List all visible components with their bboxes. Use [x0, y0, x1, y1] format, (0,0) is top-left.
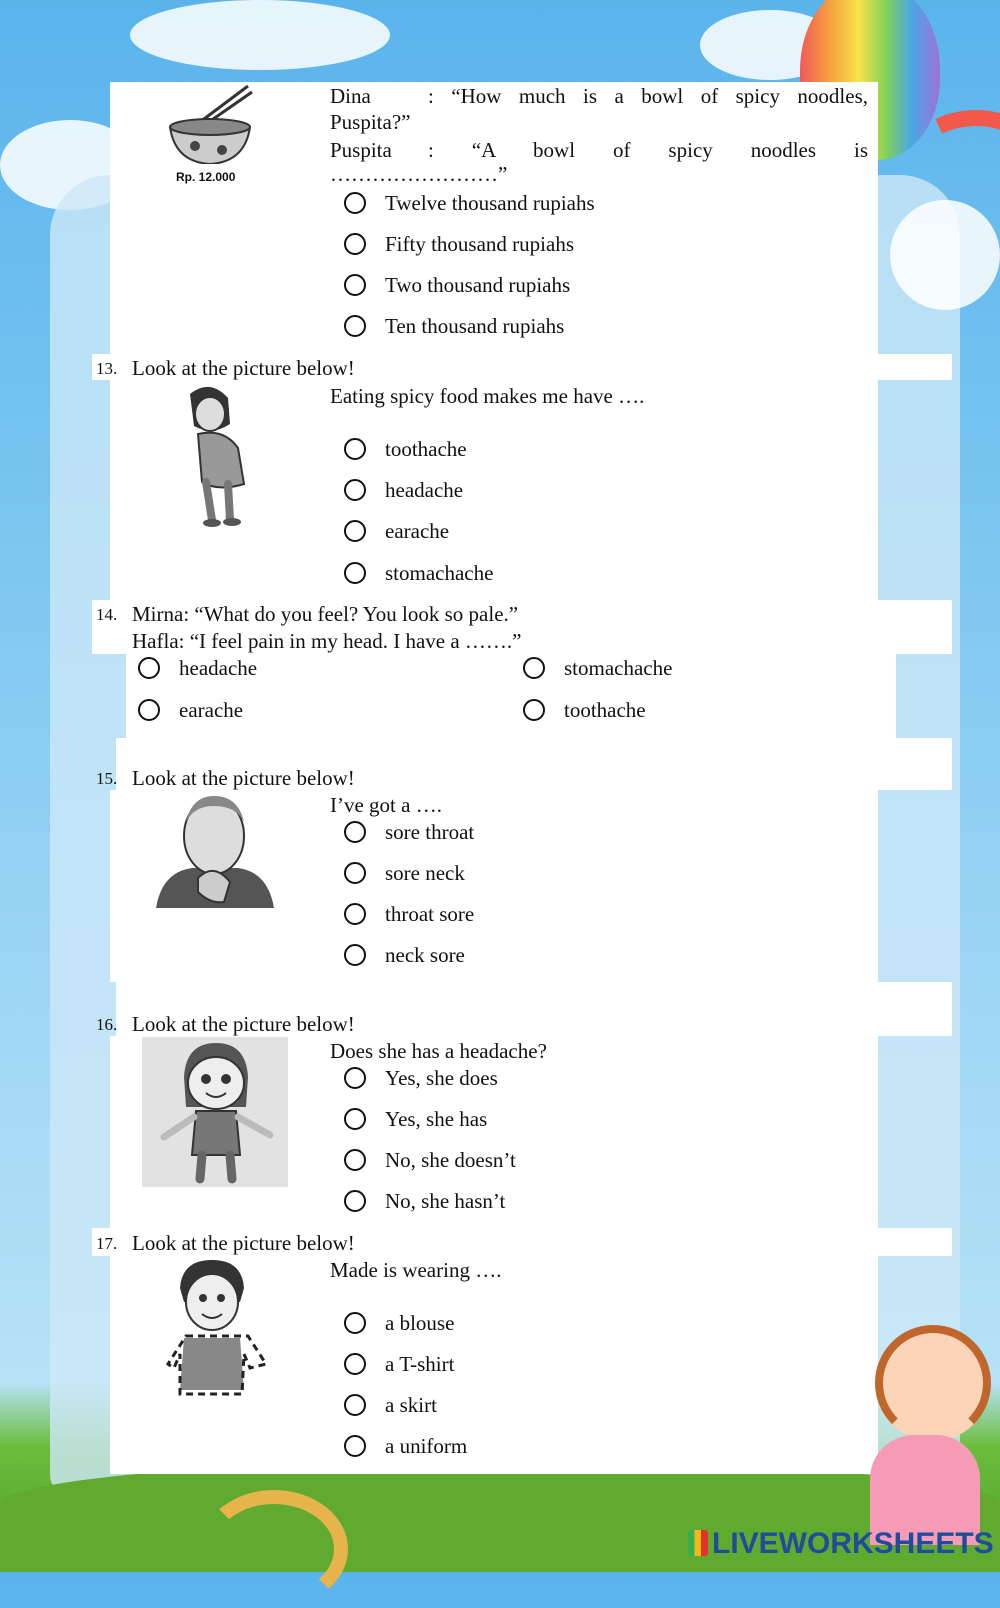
radio-circle-icon[interactable]	[344, 1108, 366, 1130]
liveworksheets-logo[interactable]: LIVEWORKSHEETS	[688, 1527, 994, 1561]
radio-circle-icon[interactable]	[523, 657, 545, 679]
girl-head	[875, 1325, 991, 1441]
answer-option[interactable]: earache	[138, 696, 243, 724]
question-prompt: I’ve got a ….	[330, 793, 442, 817]
dialogue-line	[428, 83, 868, 109]
answer-option[interactable]: a skirt	[344, 1391, 437, 1419]
radio-circle-icon[interactable]	[344, 479, 366, 501]
radio-circle-icon[interactable]	[344, 1067, 366, 1089]
radio-circle-icon[interactable]	[344, 821, 366, 843]
question-number: 14.	[96, 605, 118, 624]
radio-circle-icon[interactable]	[344, 438, 366, 460]
laughing-girl-decoration	[855, 1315, 985, 1465]
answer-option[interactable]: Twelve thousand rupiahs	[344, 189, 595, 217]
answer-option[interactable]: stomachache	[523, 654, 672, 682]
dialogue-text: : “A bowl of spicy noodles is	[428, 138, 868, 162]
question-prompt: Eating spicy food makes me have ….	[330, 384, 645, 408]
sky-cloud	[130, 0, 390, 70]
answer-option[interactable]: toothache	[523, 696, 646, 724]
dialogue-speaker: Puspita	[330, 138, 392, 162]
radio-circle-icon[interactable]	[344, 944, 366, 966]
radio-circle-icon[interactable]	[344, 192, 366, 214]
answer-option[interactable]: Two thousand rupiahs	[344, 271, 570, 299]
answer-option[interactable]: a T-shirt	[344, 1350, 454, 1378]
liveworksheets-icon	[688, 1530, 708, 1556]
boy-tshirt-image	[166, 1258, 272, 1400]
dialogue-line	[428, 137, 868, 163]
radio-circle-icon[interactable]	[344, 1190, 366, 1212]
answer-option[interactable]: No, she hasn’t	[344, 1187, 505, 1215]
answer-option[interactable]: earache	[344, 517, 449, 545]
girl-stomachache-image	[172, 384, 262, 530]
girl-image	[142, 1037, 288, 1187]
man-sore-throat-image	[152, 792, 278, 910]
answer-option[interactable]: a blouse	[344, 1309, 454, 1337]
answer-option[interactable]: Yes, she has	[344, 1105, 487, 1133]
question-number: 17.	[96, 1234, 118, 1253]
answer-option[interactable]: Ten thousand rupiahs	[344, 312, 564, 340]
radio-circle-icon[interactable]	[344, 562, 366, 584]
dialogue-line: Hafla: “I feel pain in my head. I have a …….”	[132, 629, 522, 653]
dialogue-line-cont: ……………………”	[330, 162, 508, 186]
radio-circle-icon[interactable]	[344, 1435, 366, 1457]
answer-option[interactable]: Fifty thousand rupiahs	[344, 230, 574, 258]
answer-option[interactable]: sore throat	[344, 818, 474, 846]
question-number: 13.	[96, 359, 118, 378]
question-prompt: Does she has a headache?	[330, 1039, 547, 1063]
radio-circle-icon[interactable]	[138, 699, 160, 721]
question-number: 16.	[96, 1015, 118, 1034]
answer-option[interactable]: headache	[138, 654, 257, 682]
question-instruction: Look at the picture below!	[132, 1231, 355, 1255]
answer-option[interactable]: throat sore	[344, 900, 474, 928]
radio-circle-icon[interactable]	[344, 1353, 366, 1375]
answer-option[interactable]: a uniform	[344, 1432, 467, 1460]
answer-option[interactable]: Yes, she does	[344, 1064, 498, 1092]
answer-option[interactable]: headache	[344, 476, 463, 504]
answer-option[interactable]: toothache	[344, 435, 467, 463]
radio-circle-icon[interactable]	[523, 699, 545, 721]
answer-option[interactable]: stomachache	[344, 559, 493, 587]
answer-option[interactable]: sore neck	[344, 859, 465, 887]
question-instruction: Look at the picture below!	[132, 766, 355, 790]
question-number: 15.	[96, 769, 118, 788]
question-prompt: Made is wearing ….	[330, 1258, 502, 1282]
road-path	[200, 1490, 348, 1608]
dialogue-speaker: Dina	[330, 84, 371, 108]
dialogue-line-cont: Puspita?”	[330, 110, 411, 134]
radio-circle-icon[interactable]	[344, 315, 366, 337]
price-label: Rp. 12.000	[176, 170, 236, 184]
noodle-bowl-image	[160, 82, 260, 164]
dialogue-line: Mirna: “What do you feel? You look so pale.”	[132, 602, 519, 626]
dialogue-text: : “How much is a bowl of spicy noodles,	[428, 84, 868, 108]
sky-cloud	[890, 200, 1000, 310]
radio-circle-icon[interactable]	[344, 1394, 366, 1416]
radio-circle-icon[interactable]	[344, 1149, 366, 1171]
radio-circle-icon[interactable]	[344, 233, 366, 255]
question-instruction: Look at the picture below!	[132, 1012, 355, 1036]
radio-circle-icon[interactable]	[344, 274, 366, 296]
question-instruction: Look at the picture below!	[132, 356, 355, 380]
radio-circle-icon[interactable]	[344, 1312, 366, 1334]
answer-option[interactable]: No, she doesn’t	[344, 1146, 516, 1174]
answer-option[interactable]: neck sore	[344, 941, 465, 969]
radio-circle-icon[interactable]	[344, 862, 366, 884]
radio-circle-icon[interactable]	[344, 520, 366, 542]
radio-circle-icon[interactable]	[138, 657, 160, 679]
radio-circle-icon[interactable]	[344, 903, 366, 925]
